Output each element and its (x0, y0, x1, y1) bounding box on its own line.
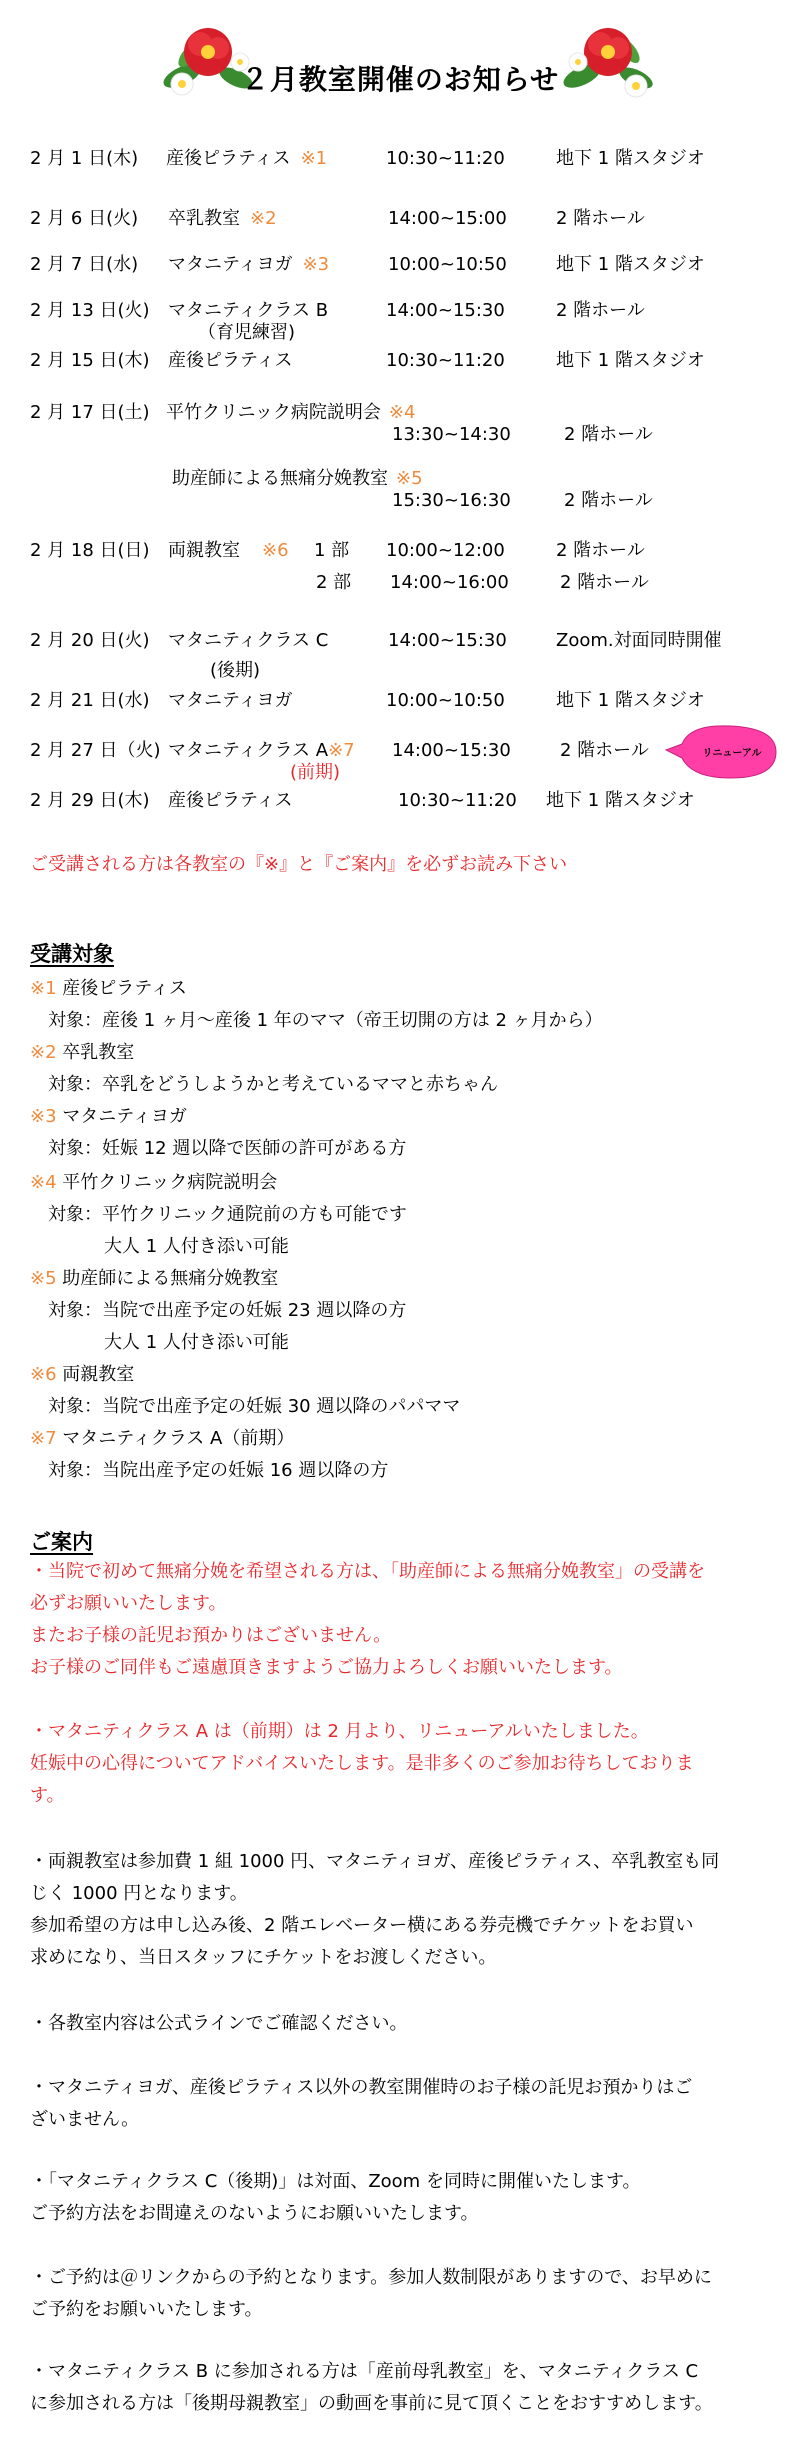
schedule-place: 地下 1 階スタジオ (546, 790, 695, 811)
schedule-place: 2 階ホール (560, 740, 649, 761)
guide-paragraph-red (30, 1716, 770, 1812)
target-item-line: 対象：平竹クリニック通院前の方も可能です (48, 1204, 407, 1225)
renewal-badge-label: リニューアル (702, 748, 762, 759)
target-item-heading: ※5 助産師による無痛分娩教室 (30, 1268, 279, 1289)
guide-paragraph (30, 1846, 770, 1974)
camellia-flower-icon (560, 14, 656, 104)
schedule-date: 2 月 17 日(土) (30, 402, 150, 423)
schedule-time: 10:30~11:20 (386, 350, 505, 371)
guide-paragraph (30, 2008, 770, 2040)
schedule-place: 2 階ホール (560, 572, 649, 593)
schedule-class: 産後ピラティス (168, 350, 293, 371)
schedule-class-sub: (前期) (290, 762, 341, 783)
guide-line: お子様のご同伴もご遠慮頂きますようご協力よろしくお願いいたします。 (30, 1657, 623, 1678)
guide-line: ざいません。 (30, 2109, 140, 2130)
schedule-date: 2 月 18 日(日) (30, 540, 150, 561)
guide-paragraph (30, 2262, 770, 2326)
guide-line: 必ずお願いいたします。 (30, 1593, 227, 1614)
guide-line: ・マタニティクラス A は（前期）は 2 月より、リニューアルいたしました。 (30, 1721, 649, 1742)
schedule-time: 14:00~16:00 (390, 572, 509, 593)
schedule-time: 10:00~10:50 (386, 690, 505, 711)
schedule-place: 地下 1 階スタジオ (556, 350, 705, 371)
schedule-class: マタニティヨガ (168, 690, 293, 711)
targets-title: 受講対象 (30, 942, 114, 966)
guide-paragraph (30, 2356, 770, 2420)
schedule-class: 平竹クリニック病院説明会 ※4 (166, 402, 416, 423)
target-item-heading: ※7 マタニティクラス A（前期） (30, 1428, 295, 1449)
page-title: ２月教室開催のお知らせ (240, 63, 560, 96)
guide-title: ご案内 (30, 1530, 93, 1554)
schedule-place: Zoom.対面同時開催 (556, 630, 722, 651)
schedule-class-sub: (後期) (210, 660, 261, 681)
schedule-class: 両親教室 ※6 (168, 540, 289, 561)
schedule-time: 14:00~15:30 (386, 300, 505, 321)
schedule-date: 2 月 15 日(木) (30, 350, 150, 371)
guide-line: ・両親教室は参加費 1 組 1000 円、マタニティヨガ、産後ピラティス、卒乳教室も同 (30, 1851, 720, 1872)
guide-line: ・マタニティクラス B に参加される方は「産前母乳教室」を、マタニティクラス C (30, 2361, 699, 2382)
schedule-time: 14:00~15:30 (392, 740, 511, 761)
guide-line: ご予約方法をお間違えのないようにお願いいたします。 (30, 2203, 479, 2224)
schedule-place: 2 階ホール (556, 208, 645, 229)
schedule-place: 地下 1 階スタジオ (556, 254, 705, 275)
schedule-class: マタニティクラス B (168, 300, 329, 321)
guide-line: ・各教室内容は公式ラインでご確認ください。 (30, 2013, 408, 2034)
schedule-date: 2 月 7 日(水) (30, 254, 139, 275)
notice: ご受講される方は各教室の『※』と『ご案内』を必ずお読み下さい (30, 854, 568, 875)
target-item-line: 対象：当院で出産予定の妊娠 30 週以降のパパママ (48, 1396, 461, 1417)
schedule-class: 卒乳教室 ※2 (168, 208, 277, 229)
schedule-date: 2 月 29 日(木) (30, 790, 150, 811)
schedule-place: 2 階ホール (564, 424, 653, 445)
target-item-line: 対象：当院出産予定の妊娠 16 週以降の方 (48, 1460, 389, 1481)
guide-line: す。 (30, 1785, 65, 1806)
schedule-class: マタニティヨガ ※3 (168, 254, 330, 275)
schedule-time: 10:30~11:20 (398, 790, 517, 811)
schedule-place: 2 階ホール (556, 540, 645, 561)
guide-paragraph-red (30, 1556, 770, 1684)
target-item-line: 大人 1 人付き添い可能 (104, 1236, 289, 1257)
schedule-time: 10:30~11:20 (386, 148, 505, 169)
schedule-place: 地下 1 階スタジオ (556, 148, 705, 169)
schedule-class-sub: （育児練習) (198, 322, 296, 343)
guide-line: ご予約をお願いいたします。 (30, 2299, 263, 2320)
target-item-line: 大人 1 人付き添い可能 (104, 1332, 289, 1353)
schedule-class: 産後ピラティス ※1 (166, 148, 328, 169)
schedule-place: 地下 1 階スタジオ (556, 690, 705, 711)
header (0, 0, 800, 110)
target-item-line: 対象：当院で出産予定の妊娠 23 週以降の方 (48, 1300, 407, 1321)
guide-line: ・ご予約は＠リンクからの予約となります。参加人数制限がありますので、お早めに (30, 2267, 712, 2288)
schedule-time: 13:30~14:30 (392, 424, 511, 445)
schedule-date: 2 月 27 日（火) (30, 740, 161, 761)
guide-paragraph (30, 2166, 770, 2230)
renewal-badge (660, 722, 780, 782)
guide-line: に参加される方は「後期母親教室」の動画を事前に見て頂くことをおすすめします。 (30, 2393, 713, 2414)
schedule-time: 14:00~15:30 (388, 630, 507, 651)
guide-line: ・当院で初めて無痛分娩を希望される方は、「助産師による無痛分娩教室」の受講を (30, 1561, 705, 1582)
target-item-heading: ※2 卒乳教室 (30, 1042, 135, 1063)
target-item-heading: ※4 平竹クリニック病院説明会 (30, 1172, 278, 1193)
schedule-place: 2 階ホール (556, 300, 645, 321)
guide-line: 参加希望の方は申し込み後、2 階エレベーター横にある券売機でチケットをお買い (30, 1915, 694, 1936)
guide-line: 求めになり、当日スタッフにチケットをお渡しください。 (30, 1947, 497, 1968)
guide-line: ・マタニティヨガ、産後ピラティス以外の教室開催時のお子様の託児お預かりはご (30, 2077, 693, 2098)
schedule-date: 2 月 1 日(木) (30, 148, 139, 169)
schedule-date: 2 月 21 日(水) (30, 690, 150, 711)
schedule-part: 1 部 (314, 540, 350, 561)
target-item-line: 対象：妊娠 12 週以降で医師の許可がある方 (48, 1138, 407, 1159)
target-item-heading: ※6 両親教室 (30, 1364, 135, 1385)
target-item-line: 対象：産後 1 ヶ月～産後 1 年のママ（帝王切開の方は 2 ヶ月から） (48, 1010, 603, 1031)
guide-line: 妊娠中の心得についてアドバイスいたします。是非多くのご参加お待ちしておりま (30, 1753, 694, 1774)
schedule-date: 2 月 20 日(火) (30, 630, 150, 651)
schedule-part: 2 部 (316, 572, 352, 593)
guide-paragraph (30, 2072, 770, 2136)
guide-line: ・「マタニティクラス C（後期)」は対面、Zoom を同時に開催いたします。 (30, 2171, 641, 2192)
guide-line: またお子様の託児お預かりはございません。 (30, 1625, 392, 1646)
schedule-time: 14:00~15:00 (388, 208, 507, 229)
schedule-date: 2 月 13 日(火) (30, 300, 150, 321)
schedule-time: 15:30~16:30 (392, 490, 511, 511)
schedule-class: 産後ピラティス (168, 790, 293, 811)
target-item-heading: ※1 産後ピラティス (30, 978, 187, 999)
schedule-time: 10:00~10:50 (388, 254, 507, 275)
schedule-place: 2 階ホール (564, 490, 653, 511)
schedule-class: マタニティクラス A※7 (168, 740, 355, 761)
schedule-date: 2 月 6 日(火) (30, 208, 139, 229)
schedule-class: 助産師による無痛分娩教室 ※5 (172, 468, 423, 489)
guide-line: じく 1000 円となります。 (30, 1883, 248, 1904)
target-item-line: 対象：卒乳をどうしようかと考えているママと赤ちゃん (48, 1074, 498, 1095)
target-item-heading: ※3 マタニティヨガ (30, 1106, 187, 1127)
schedule-time: 10:00~12:00 (386, 540, 505, 561)
schedule-class: マタニティクラス C (168, 630, 329, 651)
